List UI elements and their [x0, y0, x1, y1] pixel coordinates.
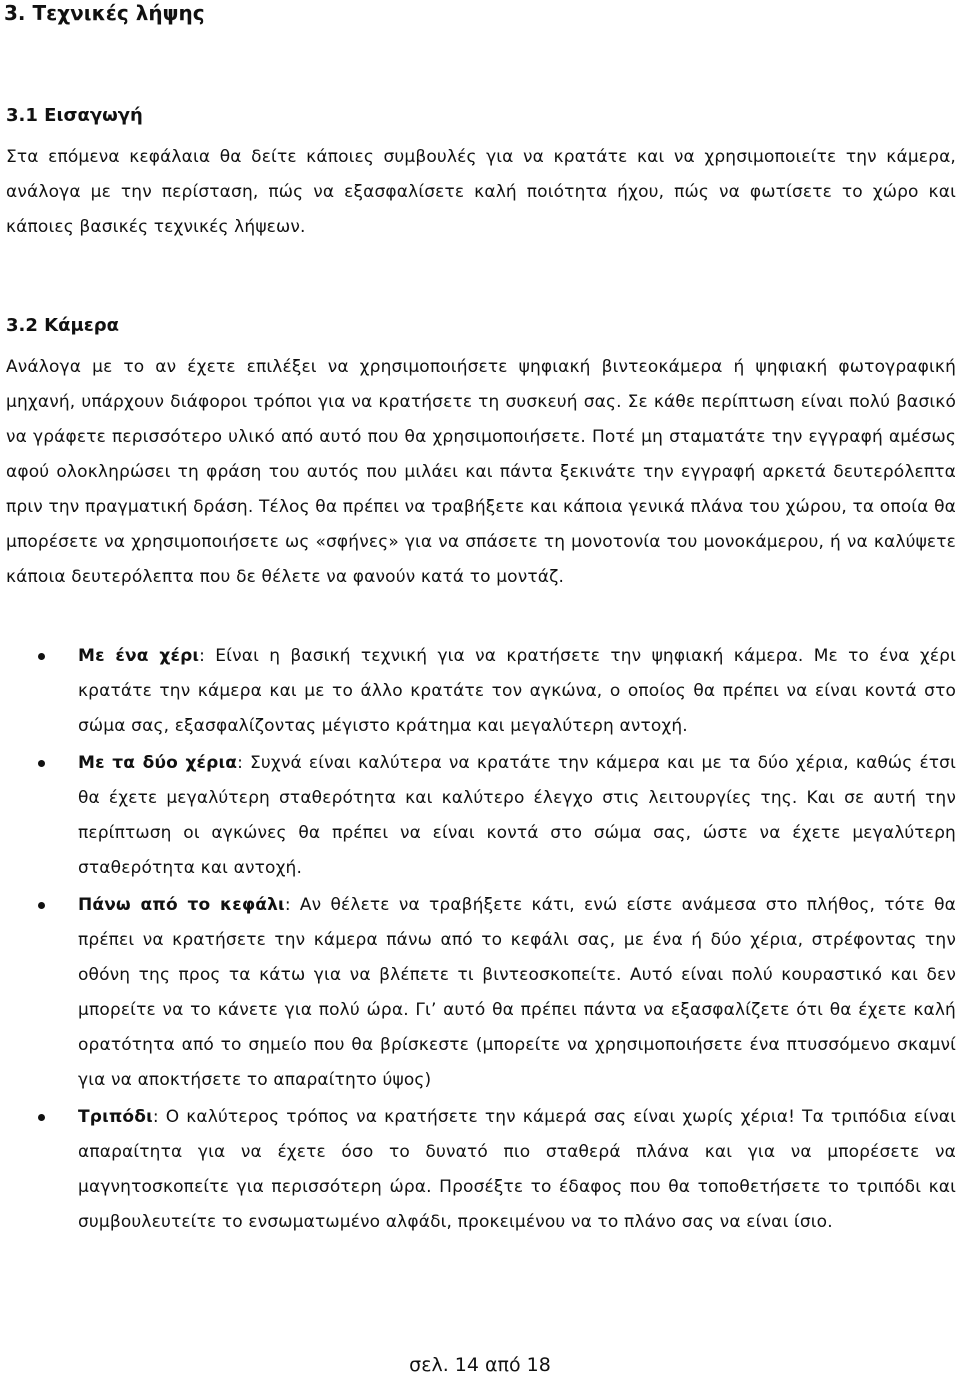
list-item — [0, 746, 956, 886]
term-text: : Αν θέλετε να τραβήξετε κάτι, ενώ είστε ανάμεσα στο πλήθος, τότε θα πρέπει να κρατήσετε την κάμερα πάνω από το κεφάλι σας, με ένα ή δύο χέρια, στρέφοντας την οθόνη της προς τα κάτω για να βλέπετε τι βιντεοσκοπείτε. Αυτό είναι πολύ κουραστικό και δεν μπορείτε να το κάνετε για πολύ ώρα. Γι’ αυτό θα πρέπει πάντα να εξασφαλίζετε ότι θα έχετε καλή ορατότητα από το σημείο που θα βρίσκεστε (μπορείτε να χρησιμοποιήσετε ένα πτυσσόμενο σκαμνί για να αποκτήσετε το απαραίτητο ύψος) — [78, 895, 957, 1090]
list-item — [0, 639, 956, 744]
term-text: : Είναι η βασική τεχνική για να κρατήσετε την ψηφιακή κάμερα. Με το ένα χέρι κρατάτε την κάμερα και με το άλλο κρατάτε τον αγκώνα, ο οποίος θα πρέπει να είναι κοντά στο σώμα σας, εξασφαλίζοντας μέγιστο κράτημα και μεγαλύτερη αντοχή. — [78, 646, 956, 736]
camera-paragraph: Ανάλογα με το αν έχετε επιλέξει να χρησιμοποιήσετε ψηφιακή βιντεοκάμερα ή ψηφιακή φωτογραφική μηχανή, υπάρχουν διάφοροι τρόποι για να κρατήσετε τη συσκευή σας. Σε κάθε περίπτωση είναι πολύ βασικό να γράφετε περισσότερο υλικό από αυτό που θα χρησιμοποιήσετε. Ποτέ μη σταματάτε την εγγραφή αμέσως αφού ολοκληρώσει τη φράση του αυτός που μιλάει και πάντα ξεκινάτε την εγγραφή αρκετά δευτερόλεπτα πριν την πραγματική δράση. Τέλος θα πρέπει να τραβήξετε και κάποια γενικά πλάνα του χώρου, τα οποία θα μπορέσετε να χρησιμοποιήσετε ως «σφήνες» για να σπάσετε τη μονοτονία του μονοκάμερου, ή να καλύψετε κάποια δευτερόλεπτα που δε θέλετε να φανούν κατά το μοντάζ. — [6, 357, 956, 587]
list-item — [0, 1100, 956, 1240]
list-item — [0, 888, 956, 1098]
section-heading-camera: 3.2 Κάμερα — [6, 315, 119, 336]
page-number-footer: σελ. 14 από 18 — [409, 1354, 551, 1376]
chapter-title: 3. Τεχνικές λήψης — [4, 1, 205, 25]
section-heading-intro: 3.1 Εισαγωγή — [6, 105, 143, 126]
bullet-icon — [38, 1114, 45, 1121]
technique-list — [0, 639, 960, 1240]
bullet-icon — [38, 902, 45, 909]
term-text: : Συχνά είναι καλύτερα να κρατάτε την κάμερα και με τα δύο χέρια, καθώς έτσι θα έχετε μεγαλύτερη σταθερότητα και καλύτερο έλεγχο στις λειτουργίες της. Και σε αυτή την περίπτωση οι αγκώνες θα πρέπει να είναι κοντά στο σώμα σας, ώστε να έχετε μεγαλύτερη σταθερότητα και αντοχή. — [78, 753, 957, 878]
bullet-icon — [38, 760, 45, 767]
bullet-icon — [38, 653, 45, 660]
term-label: Με τα δύο χέρια — [78, 753, 238, 773]
intro-paragraph: Στα επόμενα κεφάλαια θα δείτε κάποιες συμβουλές για να κρατάτε και να χρησιμοποιείτε την κάμερα, ανάλογα με την περίσταση, πώς να εξασφαλίσετε καλή ποιότητα ήχου, πώς να φωτίσετε το χώρο και κάποιες βασικές τεχνικές λήψεων. — [6, 147, 956, 237]
term-label: Πάνω από το κεφάλι — [78, 895, 285, 915]
term-label: Με ένα χέρι — [78, 646, 200, 666]
term-label: Τριπόδι — [78, 1107, 153, 1127]
term-text: : Ο καλύτερος τρόπος να κρατήσετε την κάμερά σας είναι χωρίς χέρια! Τα τριπόδια είναι απαραίτητα για να έχετε όσο το δυνατό πιο σταθερά πλάνα και για να μπορέσετε να μαγνητοσκοπείτε για περισσότερη ώρα. Προσέξτε το έδαφος που θα τοποθετήσετε το τριπόδι και συμβουλευτείτε το ενσωματωμένο αλφάδι, προκειμένου να το πλάνο σας να είναι ίσιο. — [78, 1107, 956, 1232]
